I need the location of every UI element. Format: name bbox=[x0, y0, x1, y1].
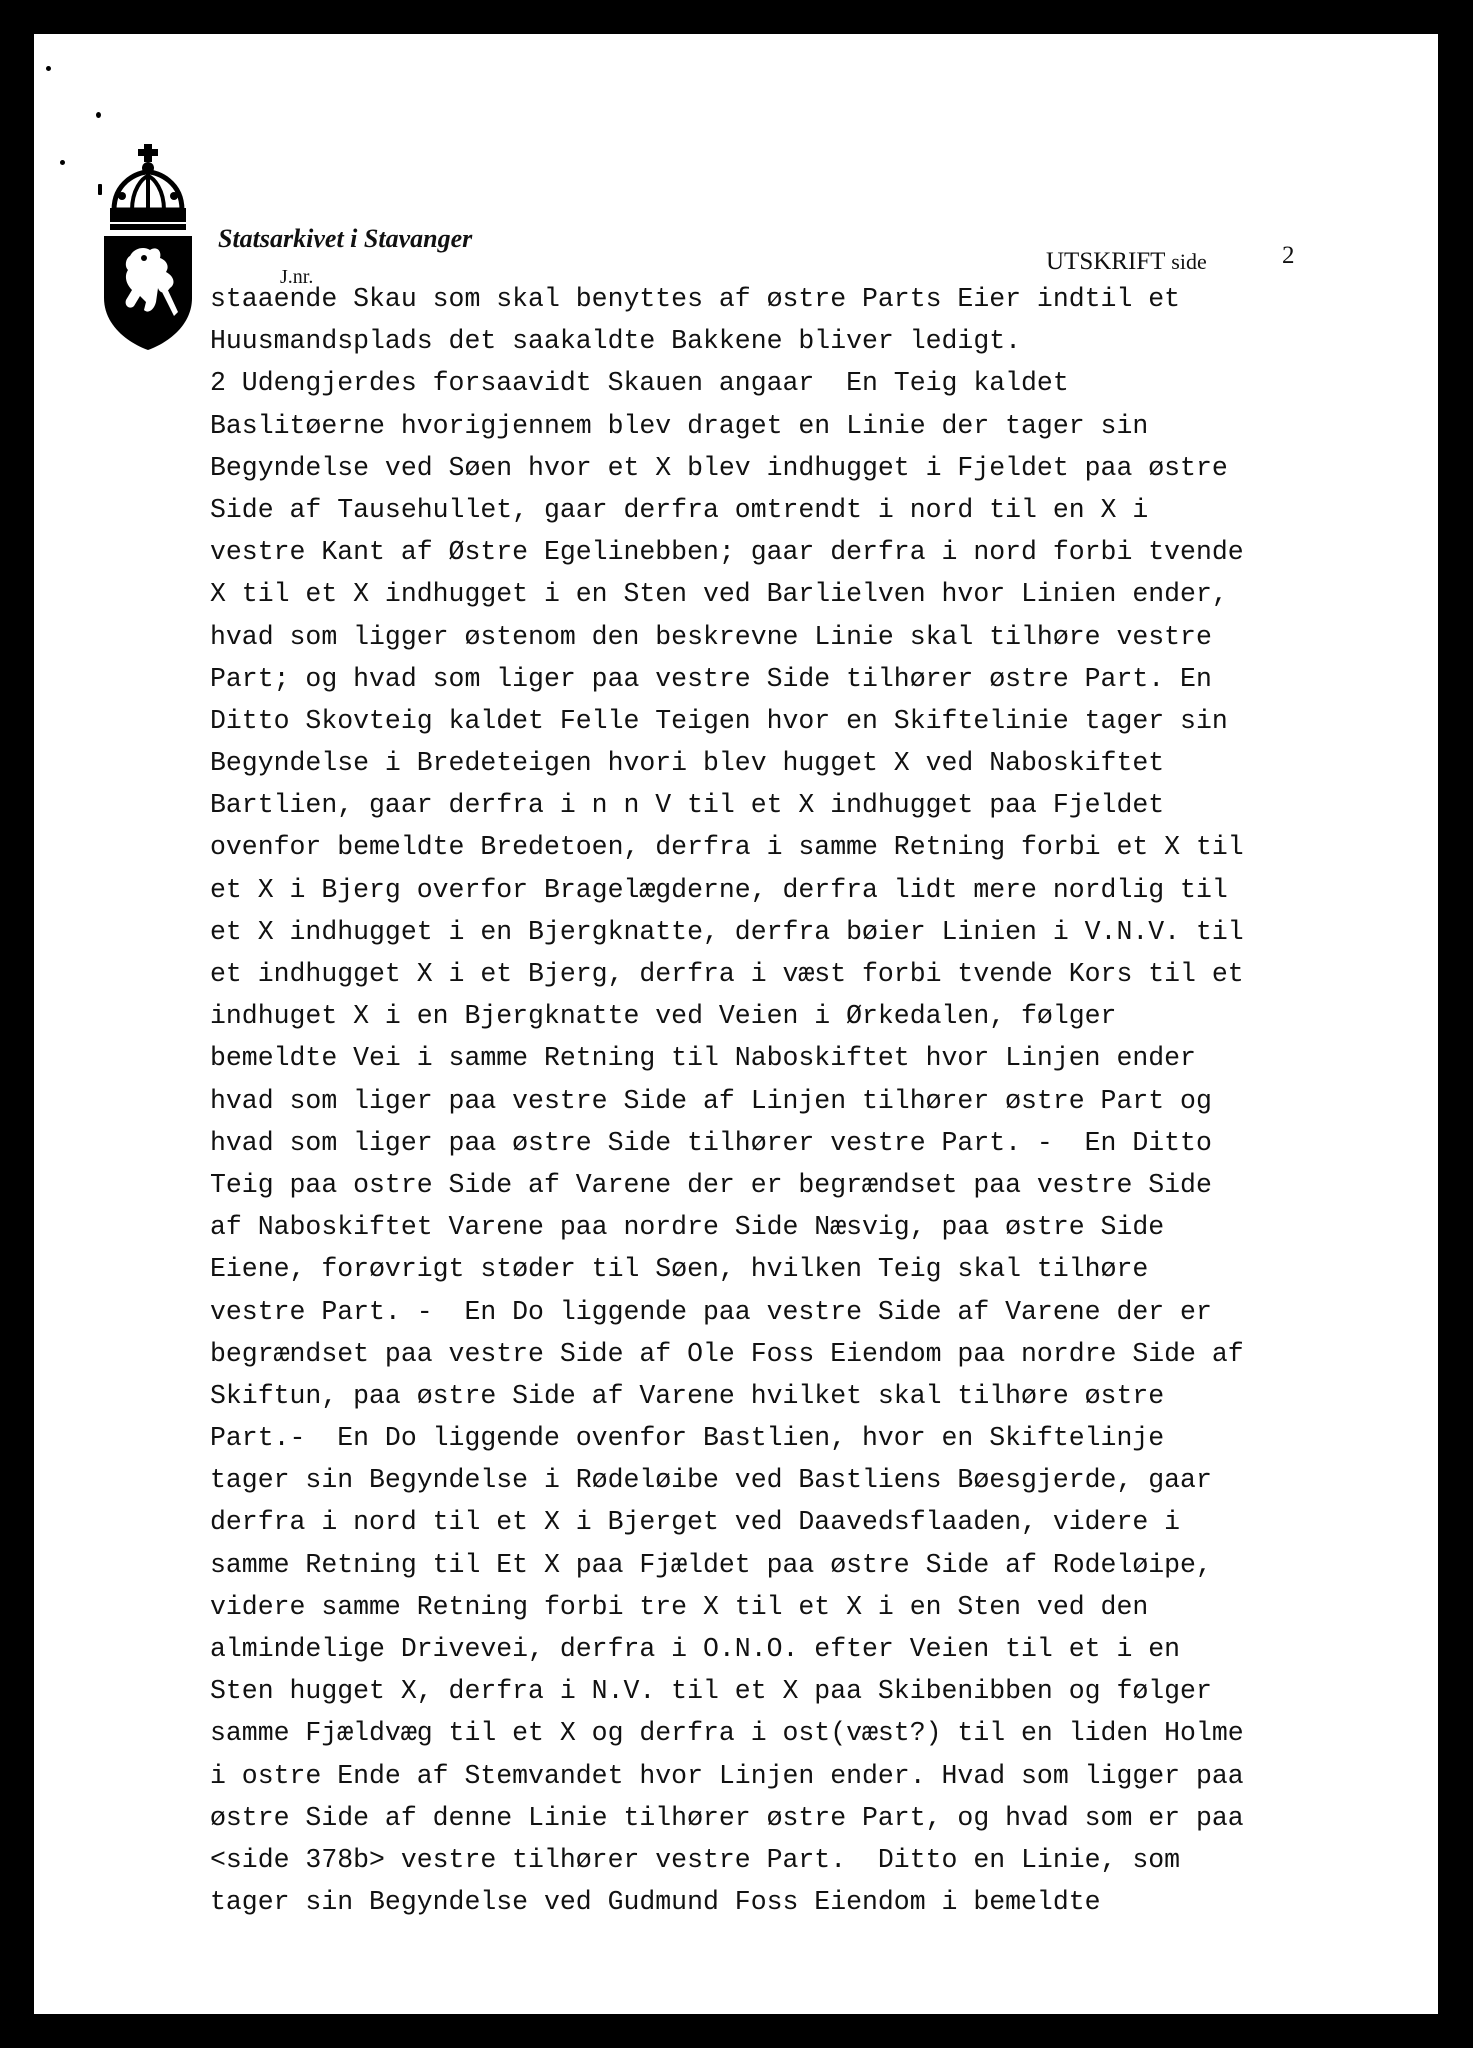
text-line: Skiftun, paa østre Side af Varene hvilket skal tilhøre østre bbox=[210, 1380, 1165, 1411]
text-line: tager sin Begyndelse i Rødeløibe ved Bastliens Bøesgjerde, gaar bbox=[210, 1465, 1212, 1496]
text-line: X til et X indhugget i en Sten ved Barlielven hvor Linien ender, bbox=[210, 579, 1228, 610]
text-line: bemeldte Vei i samme Retning til Naboskiftet hvor Linjen ender bbox=[210, 1043, 1196, 1074]
scan-speck bbox=[60, 160, 65, 165]
scan-speck bbox=[96, 112, 101, 118]
text-line: et X i Bjerg overfor Bragelægderne, derfra lidt mere nordlig til bbox=[210, 874, 1228, 905]
text-line: Begyndelse ved Søen hvor et X blev indhugget i Fjeldet paa østre bbox=[210, 452, 1228, 483]
text-line: i ostre Ende af Stemvandet hvor Linjen ender. Hvad som ligger paa bbox=[210, 1760, 1244, 1791]
text-line: et indhugget X i et Bjerg, derfra i væst forbi tvende Kors til et bbox=[210, 959, 1244, 989]
text-line: samme Retning til Et X paa Fjældet paa østre Side af Rodeløipe, bbox=[210, 1549, 1212, 1580]
text-line: Teig paa ostre Side af Varene der er begrændset paa vestre Side bbox=[210, 1169, 1212, 1200]
text-line: samme Fjældvæg til et X og derfra i ost(væst?) til en liden Holme bbox=[210, 1718, 1244, 1749]
text-line: begrændset paa vestre Side af Ole Foss Eiendom paa nordre Side af bbox=[210, 1338, 1244, 1369]
text-line: af Naboskiftet Varene paa nordre Side Næsvig, paa østre Side bbox=[210, 1212, 1165, 1243]
text-line: Huusmandsplads det saakaldte Bakkene bliver ledigt. bbox=[210, 326, 1022, 357]
text-line: Side af Tausehullet, gaar derfra omtrendt i nord til en X i bbox=[210, 494, 1149, 525]
text-line: Sten hugget X, derfra i N.V. til et X paa Skibenibben og følger bbox=[210, 1676, 1212, 1707]
side-label: side bbox=[1171, 249, 1207, 274]
text-line: Part.- En Do liggende ovenfor Bastlien, hvor en Skiftelinje bbox=[210, 1423, 1165, 1454]
page-number: 2 bbox=[1282, 242, 1295, 269]
norwegian-coat-of-arms-icon bbox=[100, 138, 196, 352]
text-line: ovenfor bemeldte Bredetoen, derfra i samme Retning forbi et X til bbox=[210, 832, 1244, 863]
text-line: indhuget X i en Bjergknatte ved Veien i Ørkedalen, følger bbox=[210, 1001, 1117, 1032]
text-line: Baslitøerne hvorigjennem blev draget en Linie der tager sin bbox=[210, 410, 1149, 441]
scan-speck bbox=[46, 66, 51, 71]
text-line: hvad som liger paa østre Side tilhører vestre Part. - En Ditto bbox=[210, 1127, 1212, 1158]
text-line: Bartlien, gaar derfra i n n V til et X indhugget paa Fjeldet bbox=[210, 790, 1165, 821]
text-line: derfra i nord til et X i Bjerget ved Daavedsflaaden, videre i bbox=[210, 1507, 1181, 1538]
document-page bbox=[34, 34, 1438, 2014]
text-line: vestre Kant af Østre Egelinebben; gaar derfra i nord forbi tvende bbox=[210, 537, 1244, 568]
text-line: et X indhugget i en Bjergknatte, derfra bøier Linien i V.N.V. til bbox=[210, 916, 1244, 947]
text-line: vestre Part. - En Do liggende paa vestre Side af Varene der er bbox=[210, 1296, 1212, 1327]
text-line: Part; og hvad som liger paa vestre Side tilhører østre Part. En bbox=[210, 663, 1212, 694]
text-line: Eiene, forøvrigt støder til Søen, hvilken Teig skal tilhøre bbox=[210, 1254, 1149, 1285]
text-line: hvad som liger paa vestre Side af Linjen tilhører østre Part og bbox=[210, 1085, 1212, 1116]
utskrift-label: UTSKRIFT bbox=[1046, 248, 1166, 275]
transcription-body bbox=[210, 278, 1350, 1923]
archive-name: Statsarkivet i Stavanger bbox=[218, 224, 473, 253]
text-line: Ditto Skovteig kaldet Felle Teigen hvor en Skiftelinie tager sin bbox=[210, 705, 1228, 736]
text-line: hvad som ligger østenom den beskrevne Linie skal tilhøre vestre bbox=[210, 621, 1212, 652]
text-line: almindelige Drivevei, derfra i O.N.O. efter Veien til et i en bbox=[210, 1634, 1181, 1664]
text-line: Begyndelse i Bredeteigen hvori blev hugget X ved Naboskiftet bbox=[210, 748, 1165, 779]
document-label bbox=[1046, 248, 1207, 276]
text-line: staaende Skau som skal benyttes af østre Parts Eier indtil et bbox=[210, 284, 1181, 314]
text-line: østre Side af denne Linie tilhører østre Part, og hvad som er paa bbox=[210, 1802, 1244, 1833]
text-line: videre samme Retning forbi tre X til et X i en Sten ved den bbox=[210, 1591, 1149, 1622]
text-line: <side 378b> vestre tilhører vestre Part. Ditto en Linie, som bbox=[210, 1844, 1181, 1875]
text-line: 2 Udengjerdes forsaavidt Skauen angaar En Teig kaldet bbox=[210, 368, 1069, 399]
jnr-label: J.nr. bbox=[280, 266, 314, 288]
text-line: tager sin Begyndelse ved Gudmund Foss Eiendom i bemeldte bbox=[210, 1887, 1101, 1918]
